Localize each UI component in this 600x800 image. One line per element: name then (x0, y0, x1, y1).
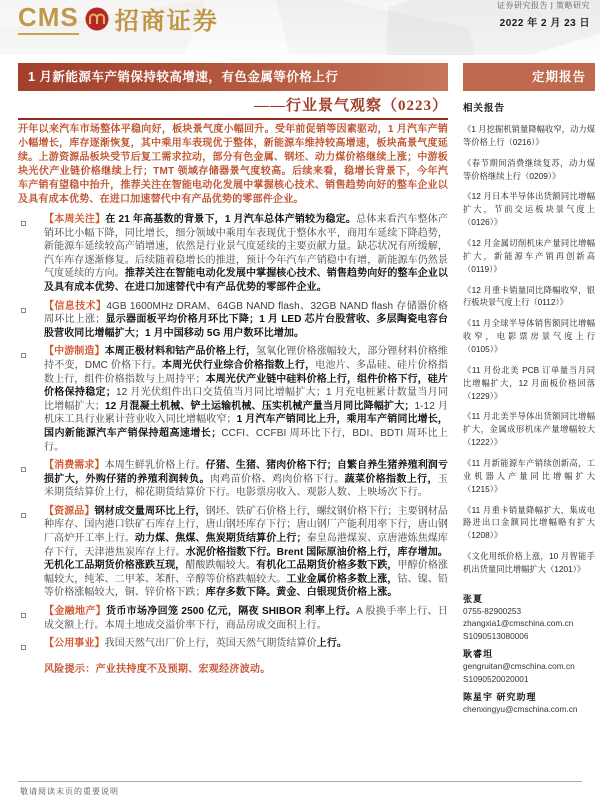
footer-disclaimer: 敬请阅读末页的重要说明 (20, 787, 119, 796)
bullet-item (18, 637, 448, 655)
analyst-name: 陈星宇 研究助理 (463, 692, 537, 703)
bullet-marker-icon (18, 345, 44, 454)
text-segment: 钴、镍、铅等价格涨幅较大，铜、锌价格下跌； (44, 573, 449, 599)
text-segment: 蔬菜价格指数上行， (344, 473, 438, 485)
analyst-contact: S1090513080006 (463, 630, 529, 641)
bullet-marker-icon (18, 459, 44, 500)
report-link[interactable]: 《12 月金属切削机床产量同比增幅扩大，新能源车产销再创新高（0119）》 (463, 238, 595, 274)
intro-paragraph: 开年以来汽车市场整体平稳向好，板块景气度小幅回升。受年前促销等因素驱动，1 月汽车产销小幅增长，库存逐渐恢复，其中乘用车表现优于整体，新能源车维持较高增速，板块高景气度延续。上游资源品板块受节后复工需求拉动，部分有色金属、钢坯、动力煤价格继续上涨；中游板块光伏产业链价格继续上行；TMT 领域存储器景气度较高。后续来看，稳增长背景下，今年汽车产销有望稳中抬升，推荐关注在智能电动化发展中掌握核心技术、销售趋势向好的整车企业以及具有成本优势、在进口加速替代中有产品优势的零部件企业。 (18, 124, 448, 205)
report-link[interactable]: 《春节期间消费继续复苏，动力煤等价格继续上行（0209）》 (463, 157, 595, 181)
bullet-text (44, 345, 448, 454)
report-link[interactable]: 《11 月北美半导体出货额同比增幅扩大，金属成形机床产量增幅较大（1222）》 (463, 411, 595, 448)
section-tag: 【公用事业】 (44, 638, 105, 650)
report-link[interactable]: 《文化用纸价格上涨，10 月智能手机出货量同比增幅扩大（1201）》 (463, 551, 595, 575)
bullet-item (18, 345, 448, 454)
report-subtitle: ——行业景气观察（0223） (253, 98, 448, 114)
text-segment: 秦皇岛港煤炭、京唐港炼焦煤库存下行，天津港焦炭库存上行。 (44, 533, 449, 558)
section-tag: 【消费需求】 (44, 460, 105, 472)
risk-note: 风险提示：产业扶持度不及预期、宏观经济波动。 (44, 664, 271, 676)
text-segment: 推荐关注在智能电动化发展中掌握核心技术、销售趋势向好的整车企业以及具有成本优势、在进口加速替代中有产品优势的零部件企业。 (44, 268, 449, 293)
text-segment: 12 月混凝土机械、铲土运输机械、压实机械产量当月同比降幅扩大； (105, 400, 415, 412)
cms-logo-text: CMS (18, 2, 79, 35)
bullet-marker-icon (18, 505, 44, 600)
page-header (0, 0, 600, 55)
bullet-text (44, 213, 448, 295)
text-segment: 电池片、多晶硅、硅片价格指数上行，组件价格指数与上周持平； (44, 359, 449, 385)
text-segment: 肉鸡苗价格、鸡肉价格下行。 (209, 473, 345, 485)
related-reports-list (463, 123, 595, 576)
title-divider (18, 118, 448, 120)
bullet-text (44, 505, 448, 600)
analyst-contact[interactable]: chenxingyu@cmschina.com.cn (463, 704, 578, 715)
section-tag: 【金融地产】 (44, 606, 106, 618)
text-segment: 氢氧化锂价格涨幅较大，部分锂材料价格维持不变，DMC 价格下行。 (44, 346, 449, 371)
bullet-marker-icon (18, 605, 44, 632)
text-segment: 钢材成交量周环比上行， (94, 505, 206, 517)
bullet-text (44, 300, 448, 341)
analyst-contact[interactable]: zhangxia1@cmschina.com.cn (463, 618, 574, 629)
analyst-contact[interactable]: gengruitan@cmschina.com.cn (463, 661, 575, 672)
bullet-item (18, 505, 448, 600)
report-link[interactable]: 《12 月重卡销量同比降幅收窄，银行板块景气度上行（0112）》 (463, 284, 595, 308)
company-logo (18, 1, 219, 36)
report-type-label: 证券研究报告 | 策略研究 (496, 1, 590, 10)
report-link[interactable]: 《11 月全球半导体销售额同比增幅收窄，电影票房景气度上行（0105）》 (463, 318, 595, 355)
report-link[interactable]: 《11 月重卡销量降幅扩大，集成电路进出口金额同比增幅略有扩大（1208）》 (463, 504, 595, 541)
text-segment: 动力煤、焦煤、焦炭期货结算价上行； (134, 533, 307, 545)
text-segment: 水泥价格指数下行。Brent 国际原油价格上行，库存增加。无机化工品期货价格涨跌互现， (44, 546, 448, 572)
text-segment: 库存多数下降。黄金、白银现货价格上涨。 (205, 587, 398, 599)
text-segment: 总体来看汽车整体产销环比小幅下降，同比增长，细分领域中乘用车表现优于整体水平，商用车延续下降趋势，新能源车延续较高产销增速，依然是行业景气度延续的主要贡献力量。缺芯状况有所缓解，汽车库存逐渐修复。后续随着稳增长的推进，预计今年汽车产销稳中有增，新能源车仍然景气度延续的方向。 (44, 214, 448, 280)
bullet-text (44, 459, 448, 500)
bullet-marker-icon (18, 637, 44, 655)
bullet-item (18, 213, 448, 295)
text-segment: 钢坯、铁矿石价格上行，螺纹钢价格下行；主要钢材品种库存、国内港口铁矿石库存上行，唐山钢坯库存下行；唐山钢厂产能利用率下行，唐山钢厂高炉开工率上行。 (44, 505, 449, 545)
analyst-contact: 0755-82900253 (463, 605, 522, 616)
section-tag: 【信息技术】 (44, 300, 107, 312)
report-title: 1 月新能源车产销保持较高增速，有色金属等价格上行 (28, 70, 339, 84)
report-link[interactable]: 《12 月日本半导体出货额同比增幅扩大，节前交运板块景气度上（0126）》 (463, 191, 595, 228)
text-segment: 甲醇价格涨幅较大，纯苯、二甲苯、苯酐、辛醇等价格跌幅较大。 (44, 560, 449, 585)
text-segment: 本周正极材料和钴产品价格上行， (104, 346, 257, 358)
text-segment: 工业金属价格多数上涨， (286, 573, 398, 585)
text-segment: 玉米期货结算价上行，棉花期货结算价下行。电影票房收入、观影人数、上映场次下行。 (44, 473, 448, 499)
related-reports-heading: 相关报告 (463, 103, 506, 114)
text-segment: 本周光伏行业综合价格指数上行， (162, 359, 316, 371)
analyst-name: 耿睿坦 (463, 649, 494, 660)
bullet-text (44, 637, 448, 655)
analyst-name: 张夏 (463, 593, 484, 604)
brand-name-text: 招商证券 (114, 9, 219, 35)
bullet-marker-icon (18, 213, 44, 295)
text-segment: 本周光伏产业链中硅料价格上行，组件价格下行，硅片价格保持稳定； (44, 373, 449, 399)
text-segment: 上行。 (316, 638, 348, 650)
section-tag: 【中游制造】 (44, 346, 105, 358)
bullet-list (18, 213, 448, 655)
footer-divider (18, 781, 582, 782)
text-segment: 我国天然气出厂价上行，英国天然气期货结算价 (104, 638, 317, 650)
text-segment: 1-12 月机床工具行业累计营业收入同比增幅收窄； (44, 400, 448, 426)
report-link[interactable]: 《11 月新能源车产销续创新高，工业机器人产量同比增幅扩大（1215）》 (463, 458, 595, 494)
cms-emblem-icon (85, 7, 109, 31)
text-segment: 显示器面板平均价格月环比下降；1 月 LED 芯片台股营收、多层陶瓷电容台股营收同比增幅扩大；1 月中国移动 5G 用户数环比增加。 (44, 314, 448, 339)
text-segment: 货币市场净回笼 2500 亿元，隔夜 SHIBOR 利率上行。 (106, 606, 357, 618)
main-content (18, 123, 448, 675)
report-link[interactable]: 《11 月份北美 PCB 订单量当月同比增幅扩大，12 月面板价格回落（1229）》 (463, 364, 595, 401)
bullet-text (44, 605, 448, 632)
text-segment: 醋酸跌幅较大。 (185, 560, 257, 572)
sidebar (463, 100, 595, 716)
section-tag: 【本周关注】 (44, 214, 106, 225)
report-link[interactable]: 《1 月挖掘机销量降幅收窄，动力煤等价格上行（0216）》 (463, 124, 595, 147)
text-segment: 在 21 年高基数的背景下，1 月汽车总体产销较为稳定。 (105, 214, 357, 225)
bullet-item (18, 459, 448, 500)
bullet-marker-icon (18, 300, 44, 341)
text-segment: 仔猪、生猪、猪肉价格下行；自繁自养生猪养殖利润亏损扩大，外购仔猪的养殖利润转负。 (44, 460, 449, 485)
periodic-report-badge: 定期报告 (463, 63, 595, 91)
report-date: 2022 年 2 月 23 日 (499, 18, 590, 29)
text-segment: 12 月光伏组件出口交货值当月同比增幅扩大；1 月充电桩累计数量当月同比增幅扩大； (44, 387, 448, 412)
text-segment: 有机化工品期货价格多数下跌， (256, 560, 398, 572)
analysts-block (463, 592, 595, 716)
bullet-item (18, 300, 448, 341)
section-tag: 【资源品】 (44, 505, 95, 517)
text-segment: CCFI、CCFBI 周环比下行，BDI、BDTI 周环比上行。 (44, 427, 448, 453)
report-title-bar (18, 63, 448, 91)
text-segment: A 股换手率上行、日成交额上行。本周土地成交溢价率下行，商品房成交面积上行。 (44, 606, 448, 631)
text-segment: 4GB 1600MHz DRAM、64GB NAND flash、32GB NAND flash 存储器价格周环比上涨； (44, 300, 448, 326)
text-segment: 1 月汽车产销同比上升，乘用车产销同比增长，国内新能源汽车产销保持超高速增长； (44, 414, 448, 439)
bullet-item (18, 605, 448, 632)
analyst-contact: S1090520020001 (463, 673, 529, 684)
text-segment: 本周生鲜乳价格上行。 (104, 460, 206, 472)
report-meta (497, 0, 590, 29)
